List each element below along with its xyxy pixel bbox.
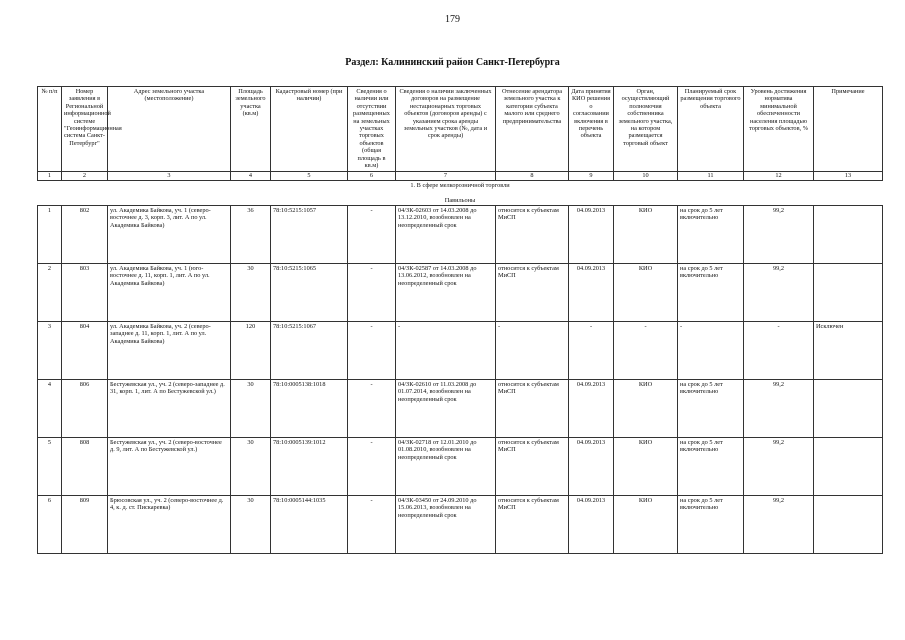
page-number: 179 [445,14,460,25]
table-cell: - [569,322,614,380]
table-row [38,322,883,380]
table-cell: Брюсовская ул., уч. 2 (северо-восточнее д. 4, к. д. ст. Пискаревка) [108,496,231,554]
header-cell: Орган, осуществляющий полномочия собственника земельного участка, на котором размещается торговый объект [614,87,678,172]
table-cell: на срок до 5 лет включительно [678,264,744,322]
header-cell: № п/п [38,87,62,172]
table-cell: 99,2 [744,496,814,554]
table-cell: 78:10:0005144:1035 [271,496,348,554]
column-number: 5 [271,172,348,181]
table-cell: 6 [38,496,62,554]
table-cell: 30 [231,496,271,554]
table-cell: 04/ЗК-03450 от 24.09.2010 до 15.06.2013, возобновлен на неопределенный срок [396,496,496,554]
table-cell: 78:10:0005138:1018 [271,380,348,438]
table-cell: 04/ЗК-02718 от 12.01.2010 до 01.08.2010, возобновлен на неопределенный срок [396,438,496,496]
table-cell: 78:10:5215:1057 [271,206,348,264]
subsection-label: Павильоны [444,197,476,205]
table-cell: 5 [38,438,62,496]
table-cell: относится к субъектам МиСП [496,264,569,322]
column-number: 10 [614,172,678,181]
table-row [38,496,883,554]
table-cell: 4 [38,380,62,438]
table-row [38,264,883,322]
header-cell: Адрес земельного участка (местоположение) [108,87,231,172]
table-cell: - [678,322,744,380]
table-cell [814,264,883,322]
table-cell: 1 [38,206,62,264]
table-cell: 99,2 [744,438,814,496]
column-number: 12 [744,172,814,181]
table-cell: Исключен [814,322,883,380]
table-cell: 809 [62,496,108,554]
table-cell [814,380,883,438]
table-cell [814,496,883,554]
table-cell: - [496,322,569,380]
table-cell: 04.09.2013 [569,438,614,496]
table-cell: 808 [62,438,108,496]
column-number: 1 [38,172,62,181]
table-cell: 3 [38,322,62,380]
column-number: 13 [814,172,883,181]
section-title: Раздел: Калининский район Санкт-Петербурга [345,57,560,68]
section-label: 1. В сфере мелкорозничной торговли [410,182,510,189]
table-cell: 36 [231,206,271,264]
table-cell: - [348,264,396,322]
table-cell: 99,2 [744,380,814,438]
column-number: 2 [62,172,108,181]
register-table [37,86,883,554]
table-cell: Бестужевская ул., уч. 2 (северо-западнее д. 31, корп. 1, лит. А по Бестужевской ул.) [108,380,231,438]
header-cell: Планируемый срок размещения торгового объекта [678,87,744,172]
table-cell: на срок до 5 лет включительно [678,380,744,438]
table-cell: 99,2 [744,264,814,322]
header-cell: Номер заявления в Региональной информационной системе "Геоинформационная система Санкт-Петербург" [62,87,108,172]
header-cell: Площадь земельного участка (кв.м) [231,87,271,172]
column-number: 7 [396,172,496,181]
table-cell: 30 [231,264,271,322]
section-cell [38,181,883,206]
table-row [38,380,883,438]
table-cell: 2 [38,264,62,322]
table-cell: относится к субъектам МиСП [496,438,569,496]
table-cell: на срок до 5 лет включительно [678,206,744,264]
table-cell: на срок до 5 лет включительно [678,496,744,554]
table-cell: 04.09.2013 [569,206,614,264]
table-cell: КИО [614,380,678,438]
table-cell: - [348,438,396,496]
table-cell: - [348,380,396,438]
table-cell: КИО [614,206,678,264]
table-cell: 04.09.2013 [569,496,614,554]
header-cell: Уровень достижения норматива минимальной обеспеченности населения площадью торговых объектов, % [744,87,814,172]
table-cell: 04/ЗК-02610 от 11.03.2008 до 01.07.2014, возобновлен на неопределенный срок [396,380,496,438]
column-number: 6 [348,172,396,181]
header-cell: Кадастровый номер (при наличии) [271,87,348,172]
table-cell: на срок до 5 лет включительно [678,438,744,496]
table-cell: 78:10:5215:1065 [271,264,348,322]
table-cell: 78:10:0005139:1012 [271,438,348,496]
header-row [38,87,883,172]
header-cell: Примечание [814,87,883,172]
section-row [38,181,883,206]
table-cell: 30 [231,438,271,496]
table-cell: ул. Академика Байкова, уч. 1 (юго-восточнее д. 11, корп. 1, лит. А по ул. Академика Байкова) [108,264,231,322]
table-cell: ул. Академика Байкова, уч. 2 (северо-западнее д. 11, корп. 1, лит. А по ул. Академика Байкова) [108,322,231,380]
column-number: 3 [108,172,231,181]
table-cell: 30 [231,380,271,438]
header-cell: Сведения о наличии заключенных договоров на размещение нестационарных торговых объектов (договоров аренды) с указанием срока аренды земельных участков (№, дата и срок аренды) [396,87,496,172]
table-cell: - [348,322,396,380]
table-cell: КИО [614,496,678,554]
table-cell: - [396,322,496,380]
table-body [38,206,883,554]
table-cell: - [348,496,396,554]
table-cell: 04.09.2013 [569,380,614,438]
table-cell: 120 [231,322,271,380]
table-cell: ул. Академика Байкова, уч. 1 (северо-восточнее д. 3, корп. 3, лит. А по ул. Академика Байкова) [108,206,231,264]
table-cell: 806 [62,380,108,438]
table-cell: 803 [62,264,108,322]
table-cell: КИО [614,438,678,496]
column-number: 4 [231,172,271,181]
table-cell: - [348,206,396,264]
table-cell: Бестужевская ул., уч. 2 (северо-восточнее д. 9, лит. А по Бестужевской ул.) [108,438,231,496]
table-cell: относится к субъектам МиСП [496,496,569,554]
table-cell: 804 [62,322,108,380]
table-cell: относится к субъектам МиСП [496,206,569,264]
table-cell: 04.09.2013 [569,264,614,322]
column-number-row [38,172,883,181]
table-row [38,206,883,264]
column-number: 8 [496,172,569,181]
table-cell: 04/ЗК-02603 от 14.03.2008 до 13.12.2010, возобновлен на неопределенный срок [396,206,496,264]
column-number: 9 [569,172,614,181]
table-cell: - [614,322,678,380]
table-cell: 802 [62,206,108,264]
table-cell: относится к субъектам МиСП [496,380,569,438]
table-cell: 78:10:5215:1067 [271,322,348,380]
table-cell: - [744,322,814,380]
header-cell: Отнесение арендатора земельного участка к категории субъекта малого или среднего предпринимательства [496,87,569,172]
table-cell: КИО [614,264,678,322]
column-number: 11 [678,172,744,181]
table-cell [814,438,883,496]
header-cell: Дата принятия КИО решения о согласовании включения в перечень объекта [569,87,614,172]
table-cell: 99,2 [744,206,814,264]
table-cell [814,206,883,264]
table-row [38,438,883,496]
header-cell: Сведения о наличии или отсутствии размещенных на земельных участках торговых объектов (общая площадь в кв.м) [348,87,396,172]
table-cell: 04/ЗК-02587 от 14.03.2008 до 13.06.2012, возобновлен на неопределенный срок [396,264,496,322]
